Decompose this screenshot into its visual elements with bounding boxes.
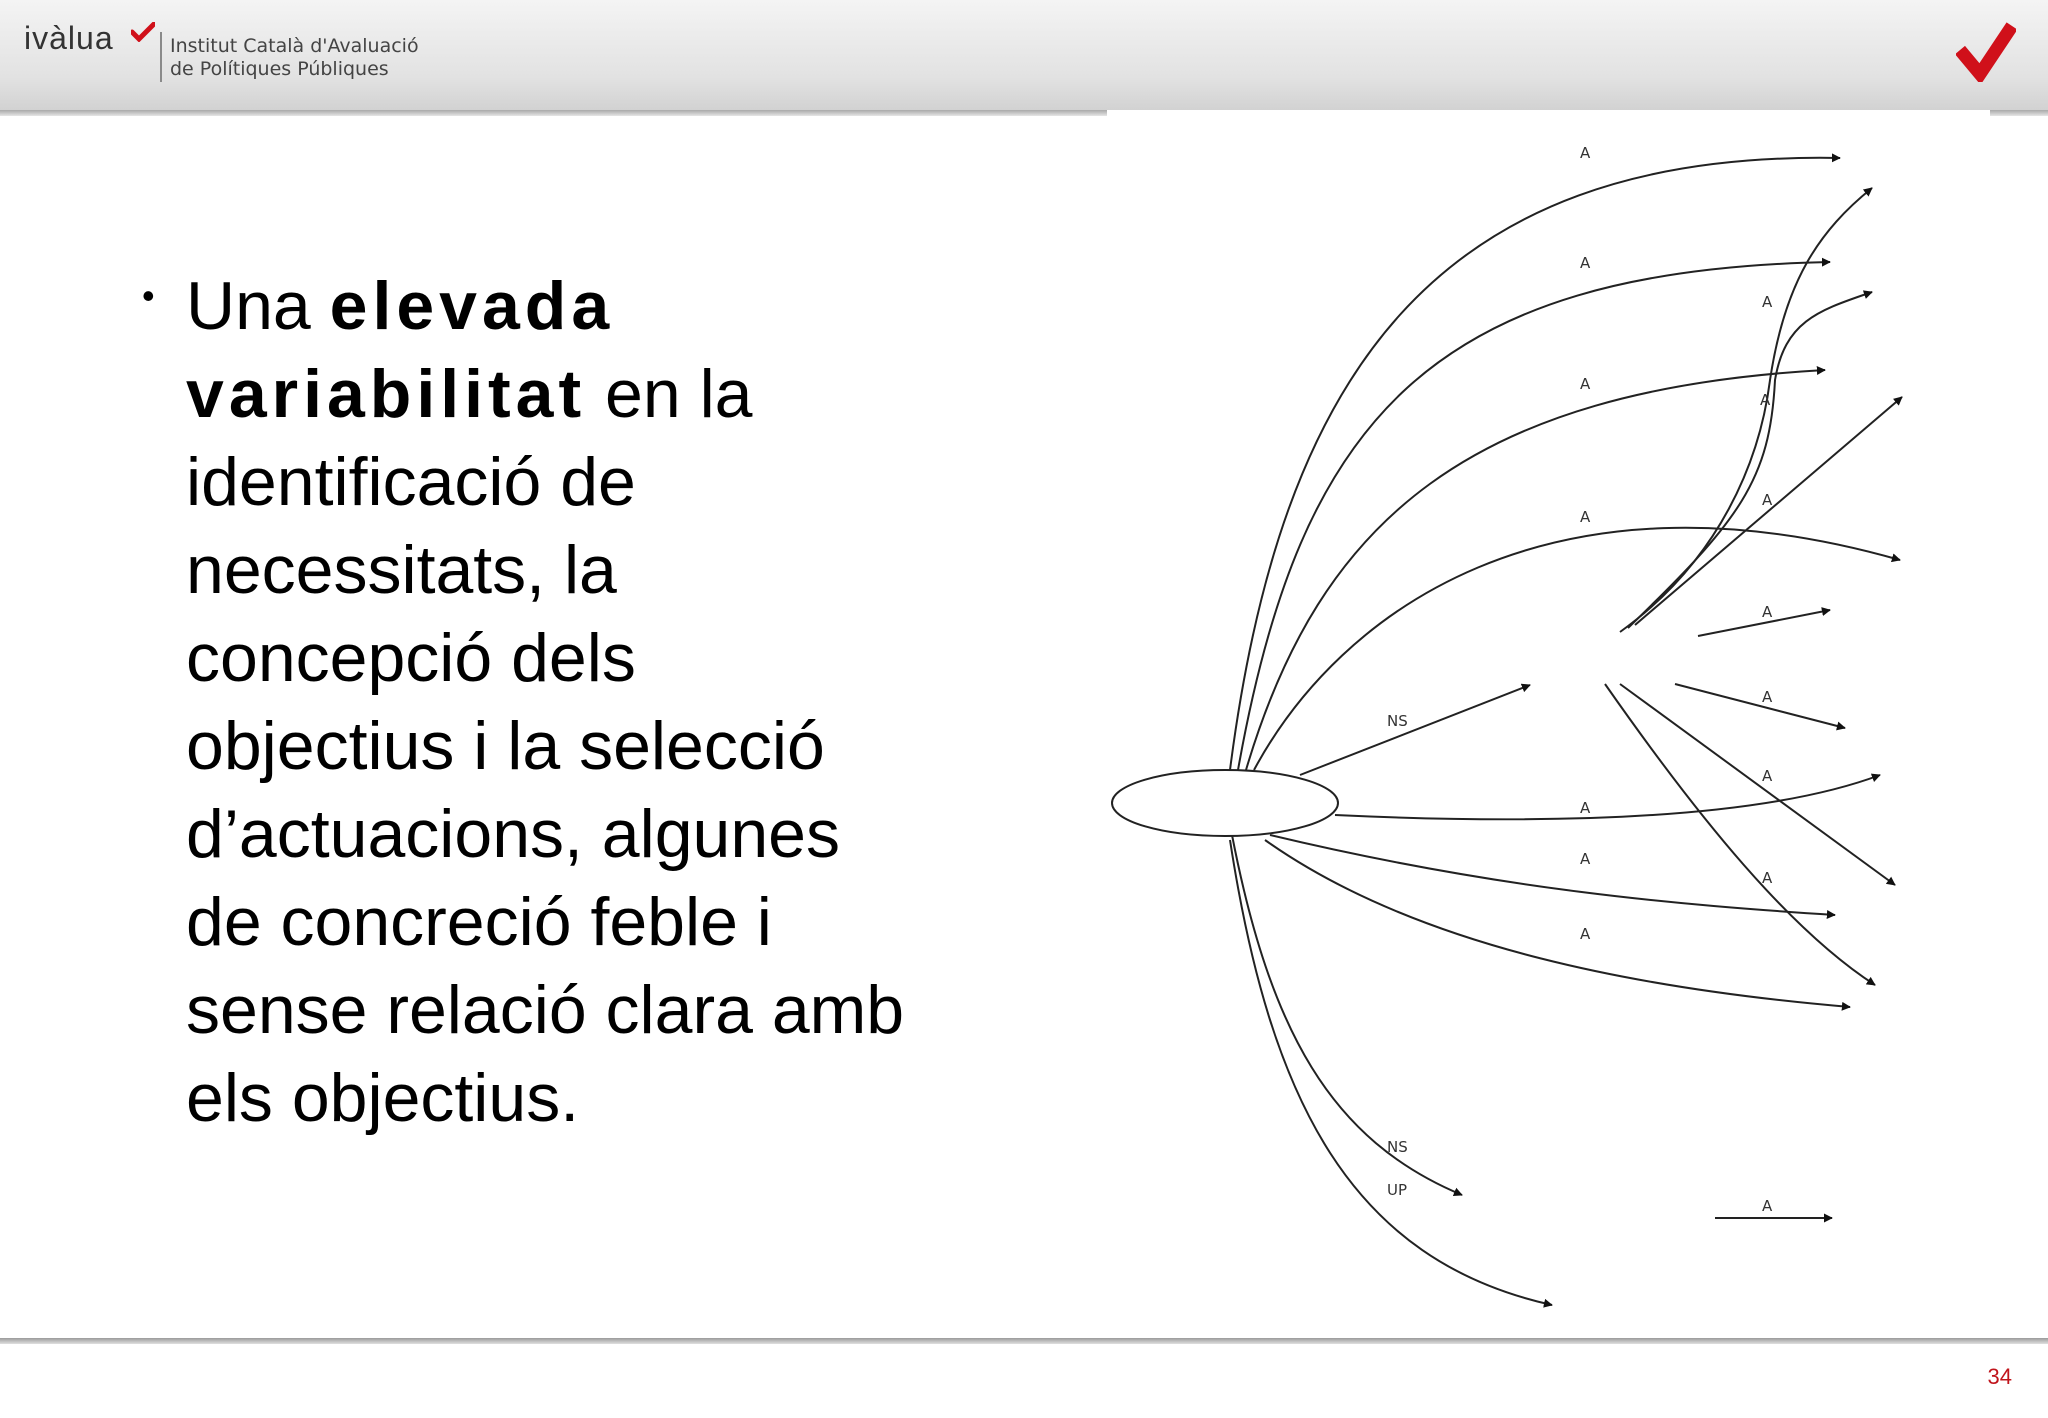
logo-divider — [160, 32, 162, 82]
arrow-label: A — [1580, 144, 1591, 162]
diagram-origin-node — [1112, 770, 1338, 836]
arrow-label: A — [1580, 925, 1591, 943]
bullet-line: objectius i la selecció — [186, 708, 825, 784]
arrow-label: A — [1762, 1197, 1773, 1215]
check-logo-icon — [131, 22, 155, 42]
organization-name-line1: Institut Català d'Avaluació — [170, 35, 419, 57]
page-number: 34 — [1987, 1364, 2012, 1389]
diagram-arrow — [1246, 370, 1825, 770]
brand-check-icon — [1956, 20, 2016, 82]
bullet-prefix: Una — [186, 268, 330, 344]
bullet-marker: • — [142, 275, 155, 316]
arrow-label: A — [1762, 293, 1773, 311]
arrow-label: NS — [1387, 712, 1408, 730]
arrow-label: A — [1762, 603, 1773, 621]
arrow-label: NS — [1387, 1138, 1408, 1156]
arrow-label: A — [1580, 799, 1591, 817]
bullet-rest: en la — [586, 356, 753, 432]
slide-header — [0, 0, 2048, 110]
arrow-label: UP — [1387, 1181, 1408, 1199]
arrow-label: A — [1580, 850, 1591, 868]
bullet-line: necessitats, la — [186, 532, 617, 608]
header-divider-left — [0, 110, 1107, 116]
bullet-line-1 — [186, 262, 1016, 438]
diagram-arrow — [1238, 262, 1830, 770]
arrow-label: A — [1580, 254, 1591, 272]
diagram-arrow — [1675, 684, 1845, 728]
bullet-line: de concreció feble i — [186, 884, 772, 960]
ivalua-logo-text: ivàlua — [24, 20, 114, 56]
diagram-arrow — [1265, 840, 1850, 1007]
diagram-arrow — [1335, 775, 1880, 819]
diagram-arrow — [1300, 685, 1530, 775]
arrow-label: A — [1762, 491, 1773, 509]
needs-objectives-diagram — [1107, 112, 1937, 1312]
bullet-line: els objectius. — [186, 1060, 580, 1136]
bullet-paragraph — [186, 262, 1016, 1142]
bullet-bold-text: elevada variabilitat — [186, 268, 615, 432]
arrow-label: A — [1762, 688, 1773, 706]
arrow-label: A — [1762, 767, 1773, 785]
bullet-line: concepció dels — [186, 620, 636, 696]
arrow-label: A — [1760, 391, 1771, 409]
diagram-arrow — [1270, 835, 1835, 915]
diagram-arrow — [1620, 188, 1872, 632]
organization-name-line2: de Polítiques Públiques — [170, 58, 389, 80]
bullet-line: identificació de — [186, 444, 636, 520]
bullet-line: d’actuacions, algunes — [186, 796, 841, 872]
arrow-label: A — [1580, 375, 1591, 393]
footer-divider — [0, 1338, 2048, 1344]
bullet-line: sense relació clara amb — [186, 972, 905, 1048]
diagram-arrow — [1605, 684, 1875, 985]
arrow-label: A — [1762, 869, 1773, 887]
arrow-label: A — [1580, 508, 1591, 526]
header-divider-right — [1990, 110, 2048, 116]
organization-name — [170, 35, 419, 81]
diagram-arrow — [1254, 528, 1900, 770]
